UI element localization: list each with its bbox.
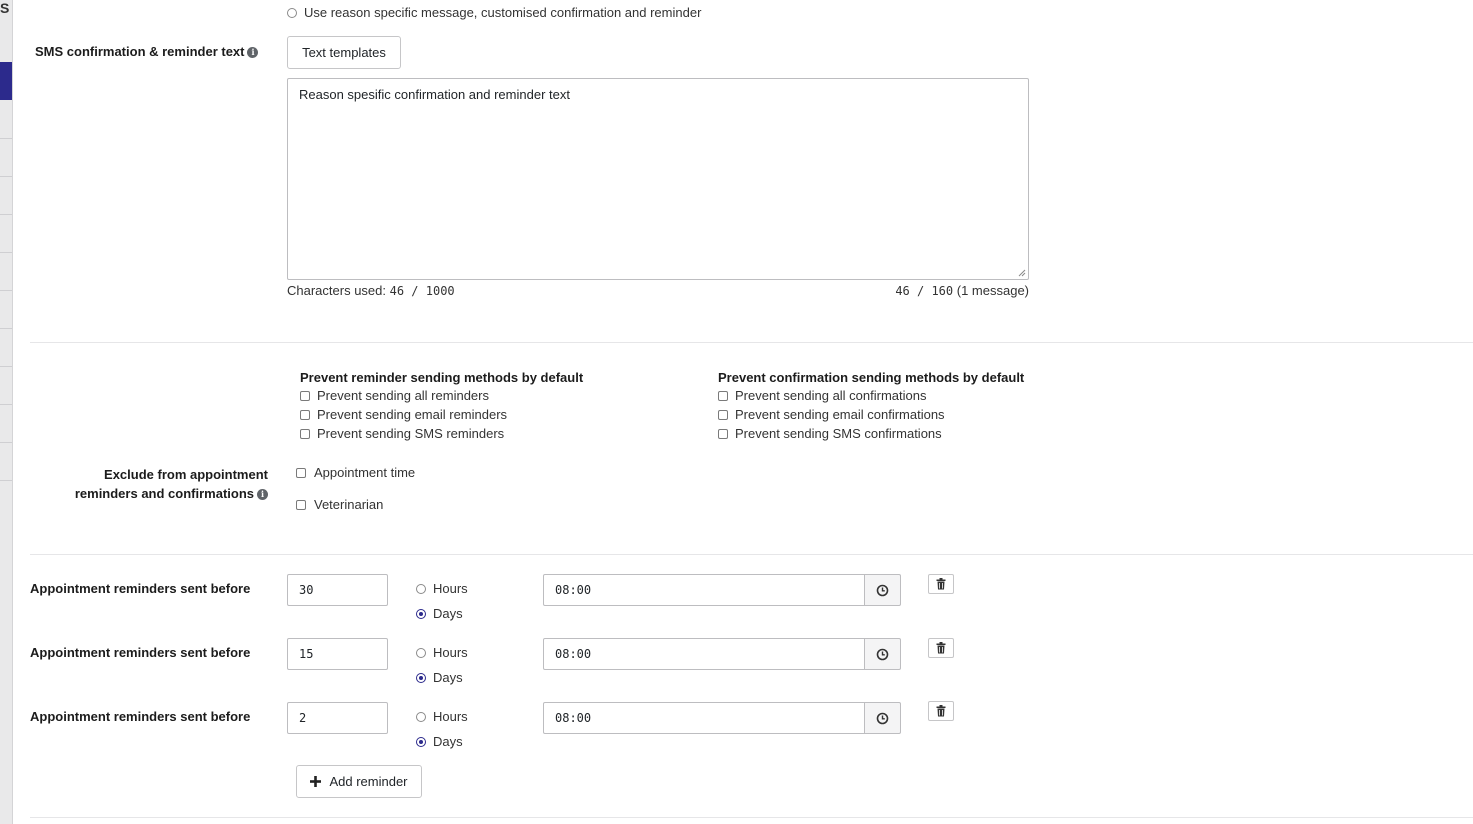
- radio-label: Hours: [433, 645, 468, 660]
- background-divider: [0, 176, 12, 177]
- message-option-label: Use reason specific message, customised confirmation and reminder: [304, 5, 702, 20]
- prevent-sms-confirmations[interactable]: [718, 426, 942, 441]
- checkbox-label: Prevent sending all reminders: [317, 388, 489, 403]
- resize-handle-icon[interactable]: [1018, 269, 1026, 277]
- radio[interactable]: [416, 584, 426, 594]
- checkbox-label: Prevent sending SMS confirmations: [735, 426, 942, 441]
- add-reminder-button[interactable]: [296, 765, 422, 798]
- radio-label: Days: [433, 606, 463, 621]
- unit-days-option[interactable]: [416, 606, 463, 621]
- clock-button[interactable]: [865, 574, 901, 606]
- prevent-reminders-title: Prevent reminder sending methods by default: [300, 370, 584, 385]
- trash-icon: [936, 642, 946, 654]
- trash-icon: [936, 578, 946, 590]
- clock-icon: [876, 584, 889, 597]
- background-page-text: S: [0, 0, 10, 16]
- info-icon[interactable]: i: [247, 47, 258, 58]
- background-divider: [0, 442, 12, 443]
- sms-count: [840, 283, 1029, 298]
- reminder-amount-input[interactable]: 30: [287, 574, 388, 606]
- sms-textarea-value: Reason spesific confirmation and reminder text: [299, 87, 570, 102]
- message-option[interactable]: [287, 5, 701, 20]
- text-templates-button[interactable]: Text templates: [287, 36, 401, 69]
- exclude-appointment-time[interactable]: [296, 465, 415, 480]
- checkbox-label: Veterinarian: [314, 497, 384, 512]
- reminder-time-input[interactable]: 08:00: [543, 702, 865, 734]
- prevent-all-confirmations[interactable]: [718, 388, 927, 403]
- unit-days-option[interactable]: [416, 670, 463, 685]
- checkbox[interactable]: [300, 429, 310, 439]
- checkbox[interactable]: [296, 500, 306, 510]
- checkbox[interactable]: [300, 391, 310, 401]
- prevent-all-reminders[interactable]: [300, 388, 489, 403]
- exclude-label-line2: reminders and confirmations: [74, 486, 254, 501]
- radio[interactable]: [416, 737, 426, 747]
- clock-button[interactable]: [865, 702, 901, 734]
- checkbox[interactable]: [300, 410, 310, 420]
- section-divider: [30, 554, 1473, 555]
- reminder-time-input[interactable]: 08:00: [543, 574, 865, 606]
- background-divider: [0, 480, 12, 481]
- background-divider: [0, 404, 12, 405]
- prevent-email-reminders[interactable]: [300, 407, 507, 422]
- radio[interactable]: [416, 609, 426, 619]
- radio[interactable]: [416, 648, 426, 658]
- message-option-radio[interactable]: [287, 8, 297, 18]
- background-divider: [0, 290, 12, 291]
- checkbox-label: Prevent sending all confirmations: [735, 388, 927, 403]
- checkbox[interactable]: [296, 468, 306, 478]
- unit-days-option[interactable]: [416, 734, 463, 749]
- background-divider: [0, 214, 12, 215]
- sms-text-label: [35, 44, 258, 59]
- checkbox-label: Appointment time: [314, 465, 416, 480]
- background-divider: [0, 138, 12, 139]
- section-divider: [30, 342, 1473, 343]
- exclude-veterinarian[interactable]: [296, 497, 383, 512]
- background-divider: [0, 366, 12, 367]
- checkbox-label: Prevent sending email confirmations: [735, 407, 945, 422]
- radio-label: Days: [433, 734, 463, 749]
- background-active-item: [0, 62, 12, 100]
- delete-reminder-button[interactable]: [928, 638, 954, 658]
- background-page-strip: [0, 0, 13, 824]
- clock-icon: [876, 648, 889, 661]
- background-divider: [0, 252, 12, 253]
- unit-hours-option[interactable]: [416, 581, 468, 596]
- unit-hours-option[interactable]: [416, 709, 468, 724]
- add-reminder-label: Add reminder: [329, 774, 408, 789]
- radio[interactable]: [416, 712, 426, 722]
- trash-icon: [936, 705, 946, 717]
- checkbox-label: Prevent sending email reminders: [317, 407, 508, 422]
- reminder-label: Appointment reminders sent before: [30, 709, 251, 724]
- prevent-confirmations-title: Prevent confirmation sending methods by default: [718, 370, 1025, 385]
- background-divider: [0, 328, 12, 329]
- checkbox[interactable]: [718, 391, 728, 401]
- radio-label: Hours: [433, 581, 468, 596]
- clock-button[interactable]: [865, 638, 901, 670]
- exclude-label: [30, 465, 268, 503]
- clock-icon: [876, 712, 889, 725]
- unit-hours-option[interactable]: [416, 645, 468, 660]
- sms-count-suffix: (1 message): [956, 283, 1029, 298]
- plus-icon: [310, 776, 321, 787]
- prevent-email-confirmations[interactable]: [718, 407, 945, 422]
- radio[interactable]: [416, 673, 426, 683]
- chars-used-value: 46 / 1000: [389, 284, 455, 298]
- exclude-label-line1: Exclude from appointment: [104, 467, 268, 482]
- sms-count-value: 46 / 160: [895, 284, 954, 298]
- chars-used: [287, 283, 455, 298]
- reminder-label: Appointment reminders sent before: [30, 645, 251, 660]
- radio-label: Hours: [433, 709, 468, 724]
- prevent-sms-reminders[interactable]: [300, 426, 504, 441]
- chars-used-label: Characters used:: [287, 283, 386, 298]
- reminder-label: Appointment reminders sent before: [30, 581, 251, 596]
- delete-reminder-button[interactable]: [928, 574, 954, 594]
- checkbox[interactable]: [718, 429, 728, 439]
- checkbox[interactable]: [718, 410, 728, 420]
- info-icon[interactable]: i: [257, 489, 268, 500]
- delete-reminder-button[interactable]: [928, 701, 954, 721]
- sms-textarea[interactable]: [287, 78, 1029, 280]
- checkbox-label: Prevent sending SMS reminders: [317, 426, 505, 441]
- sms-text-label-text: SMS confirmation & reminder text: [35, 44, 245, 59]
- reminder-amount-input[interactable]: 2: [287, 702, 388, 734]
- radio-label: Days: [433, 670, 463, 685]
- section-divider: [30, 817, 1473, 818]
- reminder-time-input[interactable]: 08:00: [543, 638, 865, 670]
- reminder-amount-input[interactable]: 15: [287, 638, 388, 670]
